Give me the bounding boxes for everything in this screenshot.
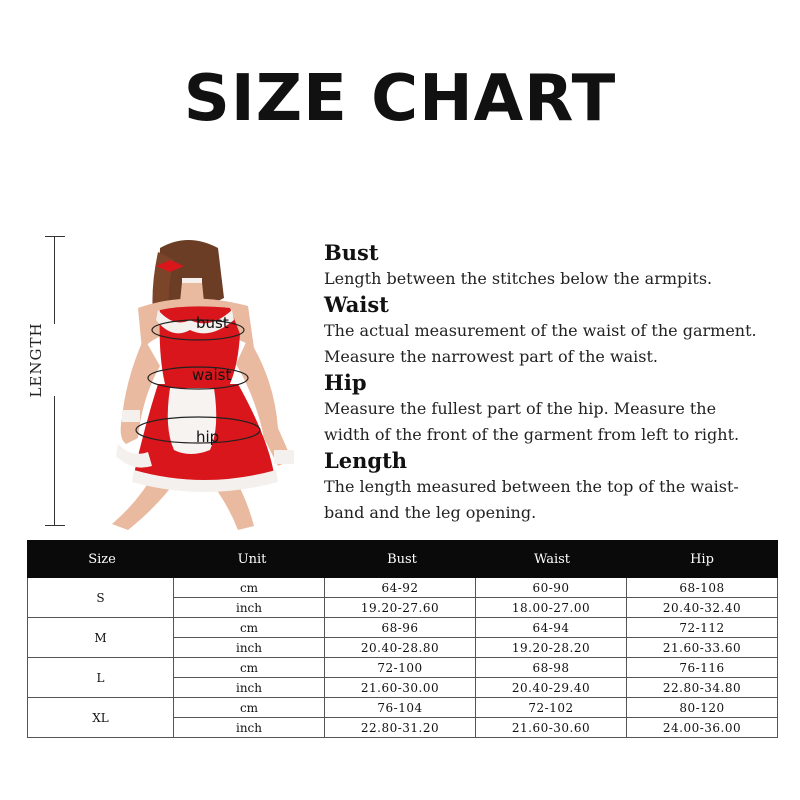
hip-heading: Hip — [324, 370, 367, 395]
length-text-2: band and the leg opening. — [324, 503, 537, 522]
size-group-l — [27, 658, 778, 698]
size-group-xl — [27, 698, 778, 738]
bust-text-1: Length between the stitches below the armpits. — [324, 269, 713, 288]
length-heading: Length — [324, 448, 408, 473]
header-waist: Waist — [533, 551, 571, 567]
header-size: Size — [88, 551, 116, 567]
hip-cell: 80-120 — [627, 698, 778, 717]
waist-heading: Waist — [324, 292, 389, 317]
table-row — [174, 658, 778, 677]
table-row — [174, 698, 778, 717]
table-row — [174, 597, 778, 617]
size-cell: XL — [27, 698, 174, 737]
hip-text-2: width of the front of the garment from left to right. — [324, 425, 740, 444]
size-group-m — [27, 618, 778, 658]
hip-cell: 72-112 — [627, 618, 778, 637]
waist-text-1: The actual measurement of the waist of the garment. — [324, 321, 757, 340]
model-illustration — [78, 238, 308, 534]
bust-cell: 64-92 — [325, 578, 476, 597]
table-row — [174, 717, 778, 737]
length-ruler-top-cap — [45, 236, 65, 237]
bust-cell: 22.80-31.20 — [325, 718, 476, 737]
table-header — [27, 540, 778, 578]
waist-cell: 18.00-27.00 — [476, 598, 627, 617]
bust-cell: 19.20-27.60 — [325, 598, 476, 617]
unit-cell: inch — [174, 638, 325, 657]
length-ruler-label: LENGTH — [16, 324, 56, 396]
waist-text-2: Measure the narrowest part of the waist. — [324, 347, 659, 366]
header-unit: Unit — [237, 551, 267, 567]
table-row — [174, 578, 778, 597]
hip-cell: 20.40-32.40 — [627, 598, 778, 617]
page-title: SIZE CHART — [183, 62, 617, 136]
size-cell: L — [27, 658, 174, 697]
bust-tag: bust — [196, 314, 229, 332]
unit-cell: cm — [174, 618, 325, 637]
unit-cell: inch — [174, 678, 325, 697]
unit-cell: cm — [174, 698, 325, 717]
bust-cell: 76-104 — [325, 698, 476, 717]
waist-cell: 68-98 — [476, 658, 627, 677]
table-row — [174, 677, 778, 697]
waist-tag: waist — [192, 366, 232, 384]
size-cell: S — [27, 578, 174, 617]
hip-cell: 76-116 — [627, 658, 778, 677]
length-ruler-bottom-cap — [45, 525, 65, 526]
size-table — [27, 540, 778, 738]
waist-cell: 60-90 — [476, 578, 627, 597]
table-row — [174, 618, 778, 637]
unit-cell: inch — [174, 718, 325, 737]
bust-cell: 72-100 — [325, 658, 476, 677]
hip-cell: 22.80-34.80 — [627, 678, 778, 697]
bust-cell: 20.40-28.80 — [325, 638, 476, 657]
bust-cell: 21.60-30.00 — [325, 678, 476, 697]
unit-cell: cm — [174, 578, 325, 597]
hip-cell: 24.00-36.00 — [627, 718, 778, 737]
unit-cell: cm — [174, 658, 325, 677]
hip-cell: 21.60-33.60 — [627, 638, 778, 657]
unit-cell: inch — [174, 598, 325, 617]
waist-cell: 19.20-28.20 — [476, 638, 627, 657]
bust-cell: 68-96 — [325, 618, 476, 637]
length-text-1: The length measured between the top of the waist- — [324, 477, 739, 496]
measurement-descriptions — [324, 240, 794, 526]
hip-text-1: Measure the fullest part of the hip. Measure the — [324, 399, 717, 418]
size-group-s — [27, 578, 778, 618]
waist-cell: 64-94 — [476, 618, 627, 637]
model-figure — [78, 238, 308, 534]
header-bust: Bust — [387, 551, 417, 567]
waist-cell: 21.60-30.60 — [476, 718, 627, 737]
waist-cell: 20.40-29.40 — [476, 678, 627, 697]
size-cell: M — [27, 618, 174, 657]
waist-cell: 72-102 — [476, 698, 627, 717]
hip-cell: 68-108 — [627, 578, 778, 597]
table-row — [174, 637, 778, 657]
header-hip: Hip — [690, 551, 714, 567]
bust-heading: Bust — [324, 240, 379, 265]
hip-tag: hip — [196, 428, 220, 446]
